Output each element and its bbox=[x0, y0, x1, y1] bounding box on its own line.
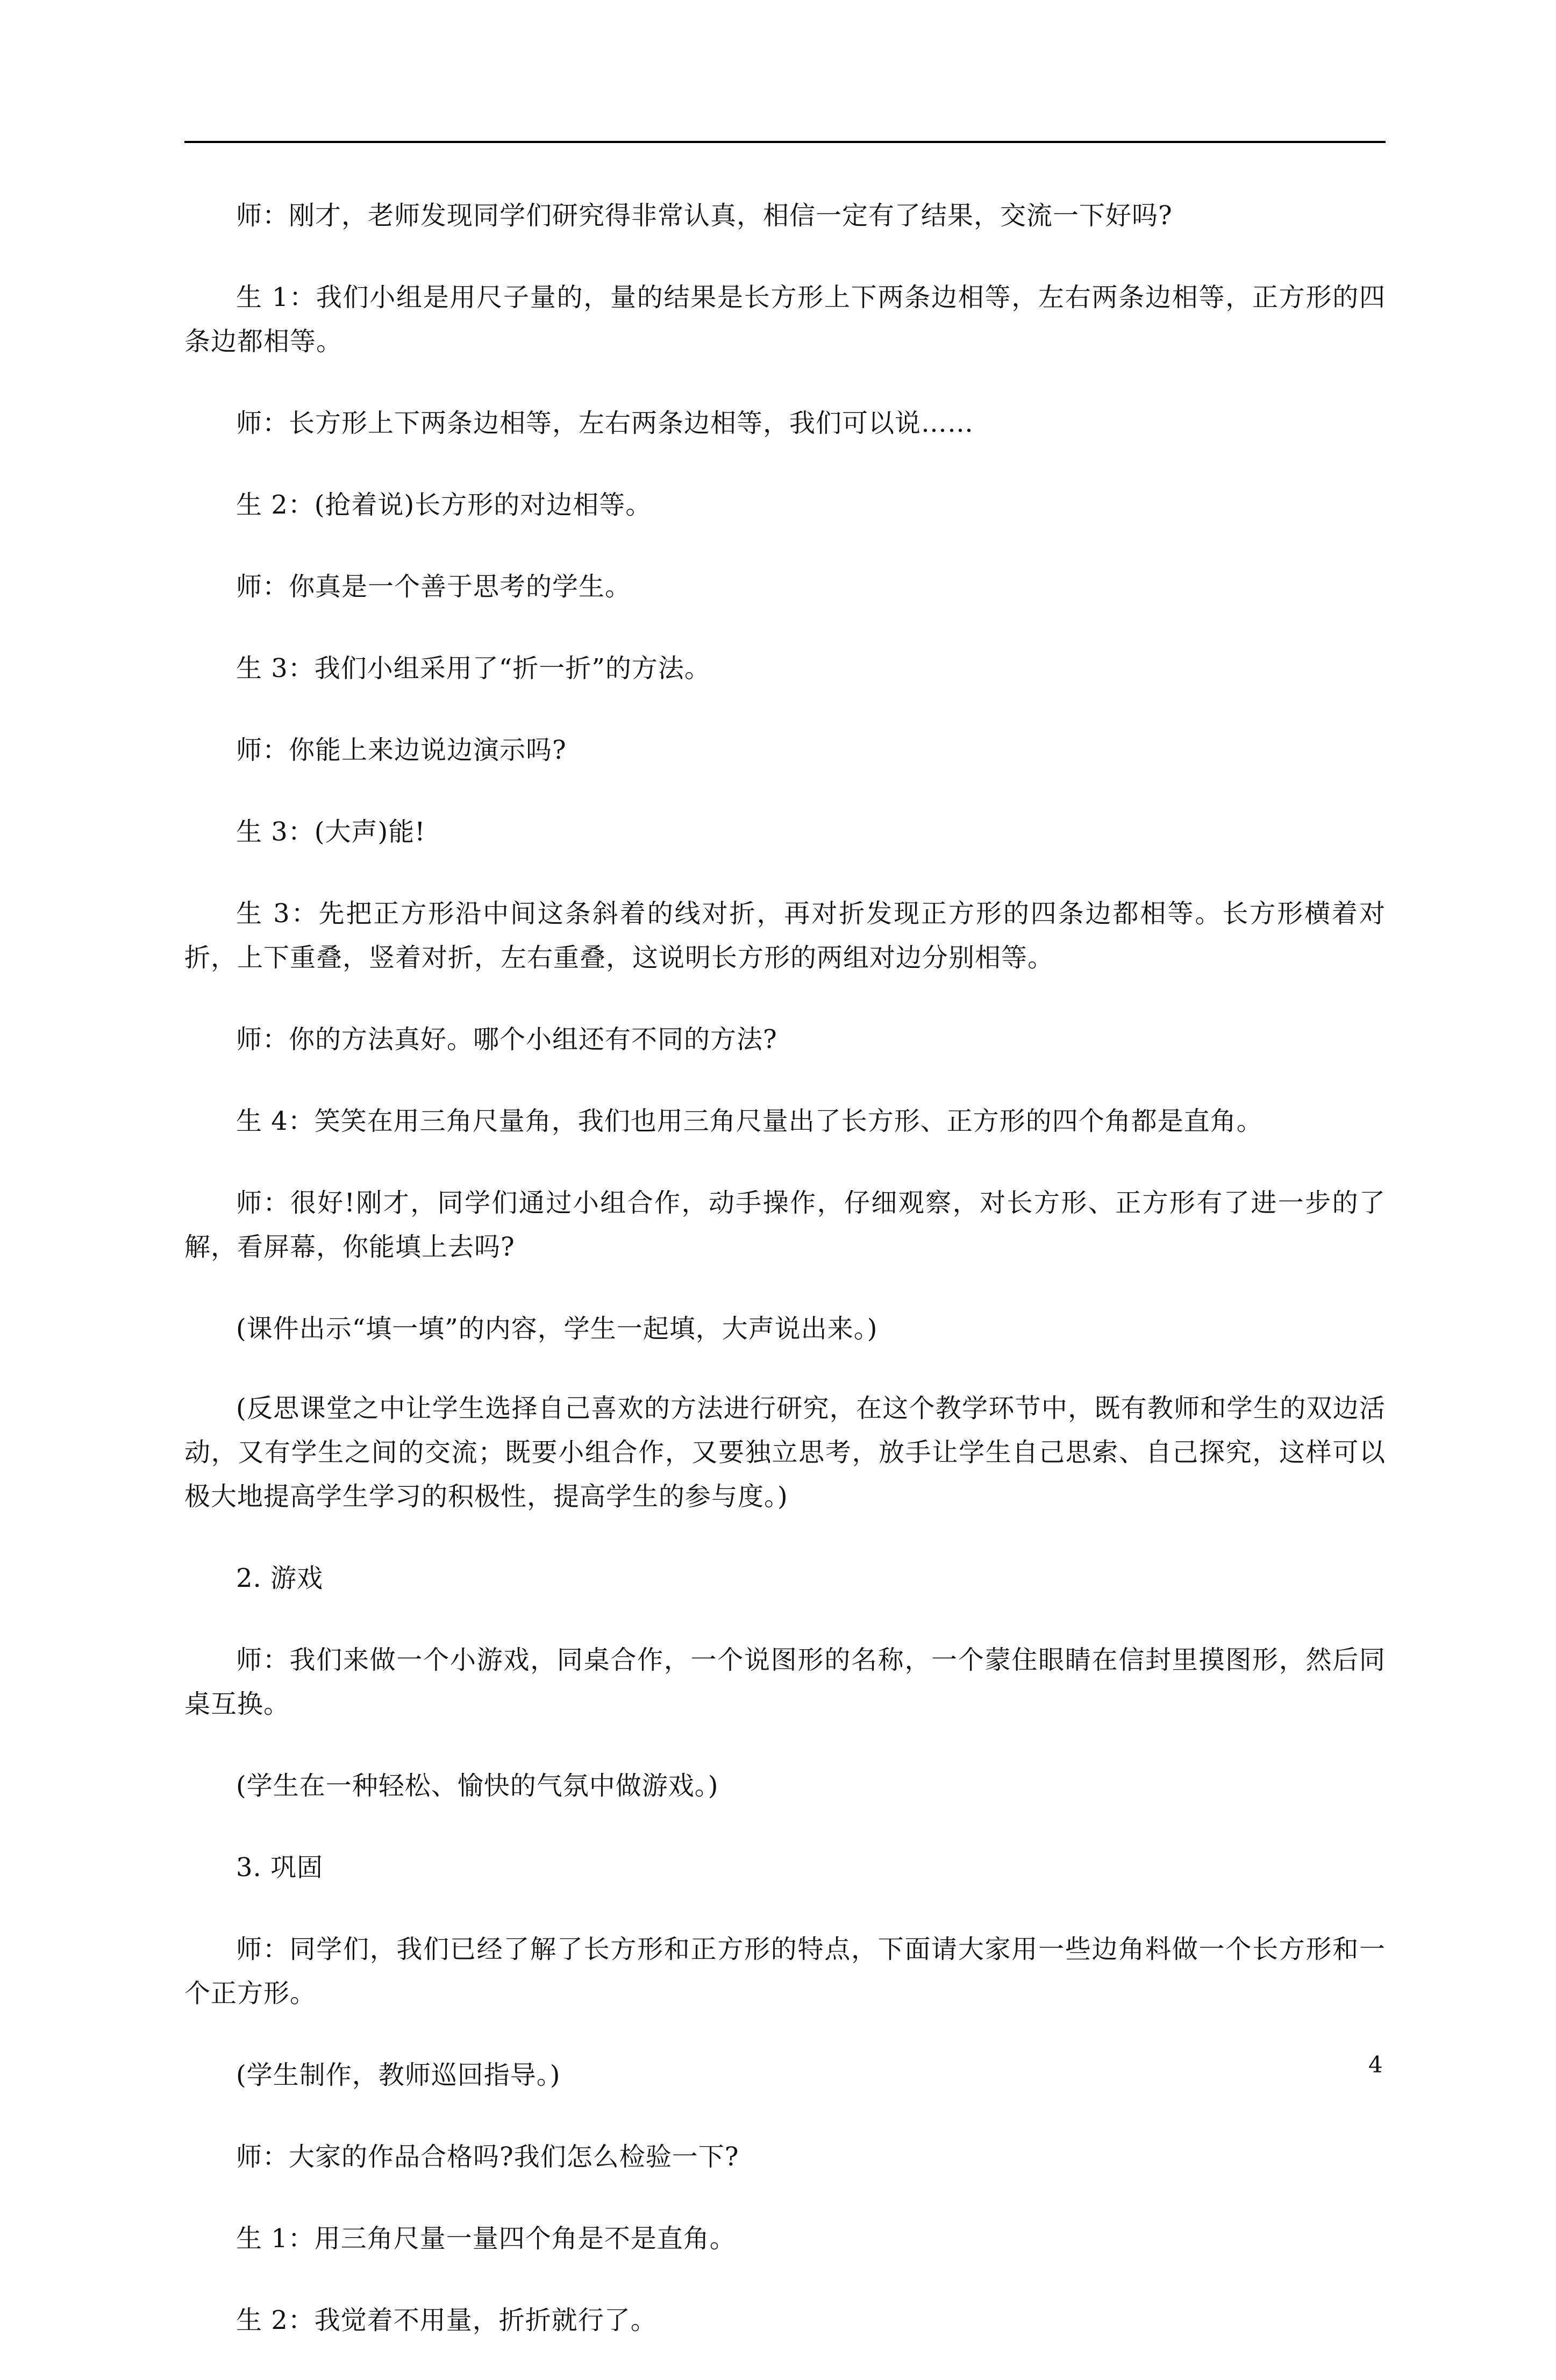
paragraph: 师：你的方法真好。哪个小组还有不同的方法? bbox=[236, 1024, 777, 1054]
header-rule bbox=[184, 141, 1386, 143]
paragraph: 生 1：用三角尺量一量四个角是不是直角。 bbox=[236, 2224, 736, 2254]
paragraph: 师：刚才，老师发现同学们研究得非常认真，相信一定有了结果，交流一下好吗? bbox=[236, 201, 1173, 231]
paragraph: 生 4：笑笑在用三角尺量角，我们也用三角尺量出了长方形、正方形的四个角都是直角。 bbox=[236, 1106, 1263, 1136]
paragraph: 生 1：我们小组是用尺子量的，量的结果是长方形上下两条边相等，左右两条边相等，正方形的四条边都相等。 bbox=[184, 282, 1386, 357]
document-body bbox=[184, 194, 1386, 2380]
paragraph: 师：你真是一个善于思考的学生。 bbox=[236, 572, 632, 602]
paragraph: 生 3：(大声)能! bbox=[236, 817, 426, 847]
paragraph: (学生在一种轻松、愉快的气氛中做游戏。) bbox=[236, 1771, 719, 1801]
page-number: 4 bbox=[1368, 2051, 1383, 2078]
paragraph: 师：很好!刚才，同学们通过小组合作，动手操作，仔细观察，对长方形、正方形有了进一步的了解，看屏幕，你能填上去吗? bbox=[184, 1188, 1386, 1262]
section-heading: 3. 巩固 bbox=[236, 1852, 324, 1883]
paragraph: 生 2：我觉着不用量，折折就行了。 bbox=[236, 2305, 657, 2335]
paragraph: 师：你能上来边说边演示吗? bbox=[236, 735, 567, 765]
paragraph: 生 3：先把正方形沿中间这条斜着的线对折，再对折发现正方形的四条边都相等。长方形横着对折，上下重叠，竖着对折，左右重叠，这说明长方形的两组对边分别相等。 bbox=[184, 899, 1386, 973]
paragraph: (学生制作，教师巡回指导。) bbox=[236, 2060, 561, 2090]
paragraph: 师：同学们，我们已经了解了长方形和正方形的特点，下面请大家用一些边角料做一个长方形和一个正方形。 bbox=[184, 1934, 1386, 2008]
section-heading: 2. 游戏 bbox=[236, 1563, 324, 1593]
paragraph: (反思课堂之中让学生选择自己喜欢的方法进行研究，在这个教学环节中，既有教师和学生的双边活动，又有学生之间的交流；既要小组合作，又要独立思考，放手让学生自己思索、自己探究，这样可以极大地提高学生学习的积极性，提高学生的参与度。) bbox=[184, 1393, 1386, 1512]
paragraph: 生 2：(抢着说)长方形的对边相等。 bbox=[236, 490, 652, 520]
paragraph: 生 3：我们小组采用了“折一折”的方法。 bbox=[236, 653, 711, 683]
paragraph: 师：大家的作品合格吗?我们怎么检验一下? bbox=[236, 2142, 739, 2172]
paragraph: 师：我们来做一个小游戏，同桌合作，一个说图形的名称，一个蒙住眼睛在信封里摸图形，然后同桌互换。 bbox=[184, 1645, 1386, 1719]
paragraph: 师：长方形上下两条边相等，左右两条边相等，我们可以说…… bbox=[236, 408, 974, 438]
paragraph: (课件出示“填一填”的内容，学生一起填，大声说出来。) bbox=[236, 1314, 878, 1344]
